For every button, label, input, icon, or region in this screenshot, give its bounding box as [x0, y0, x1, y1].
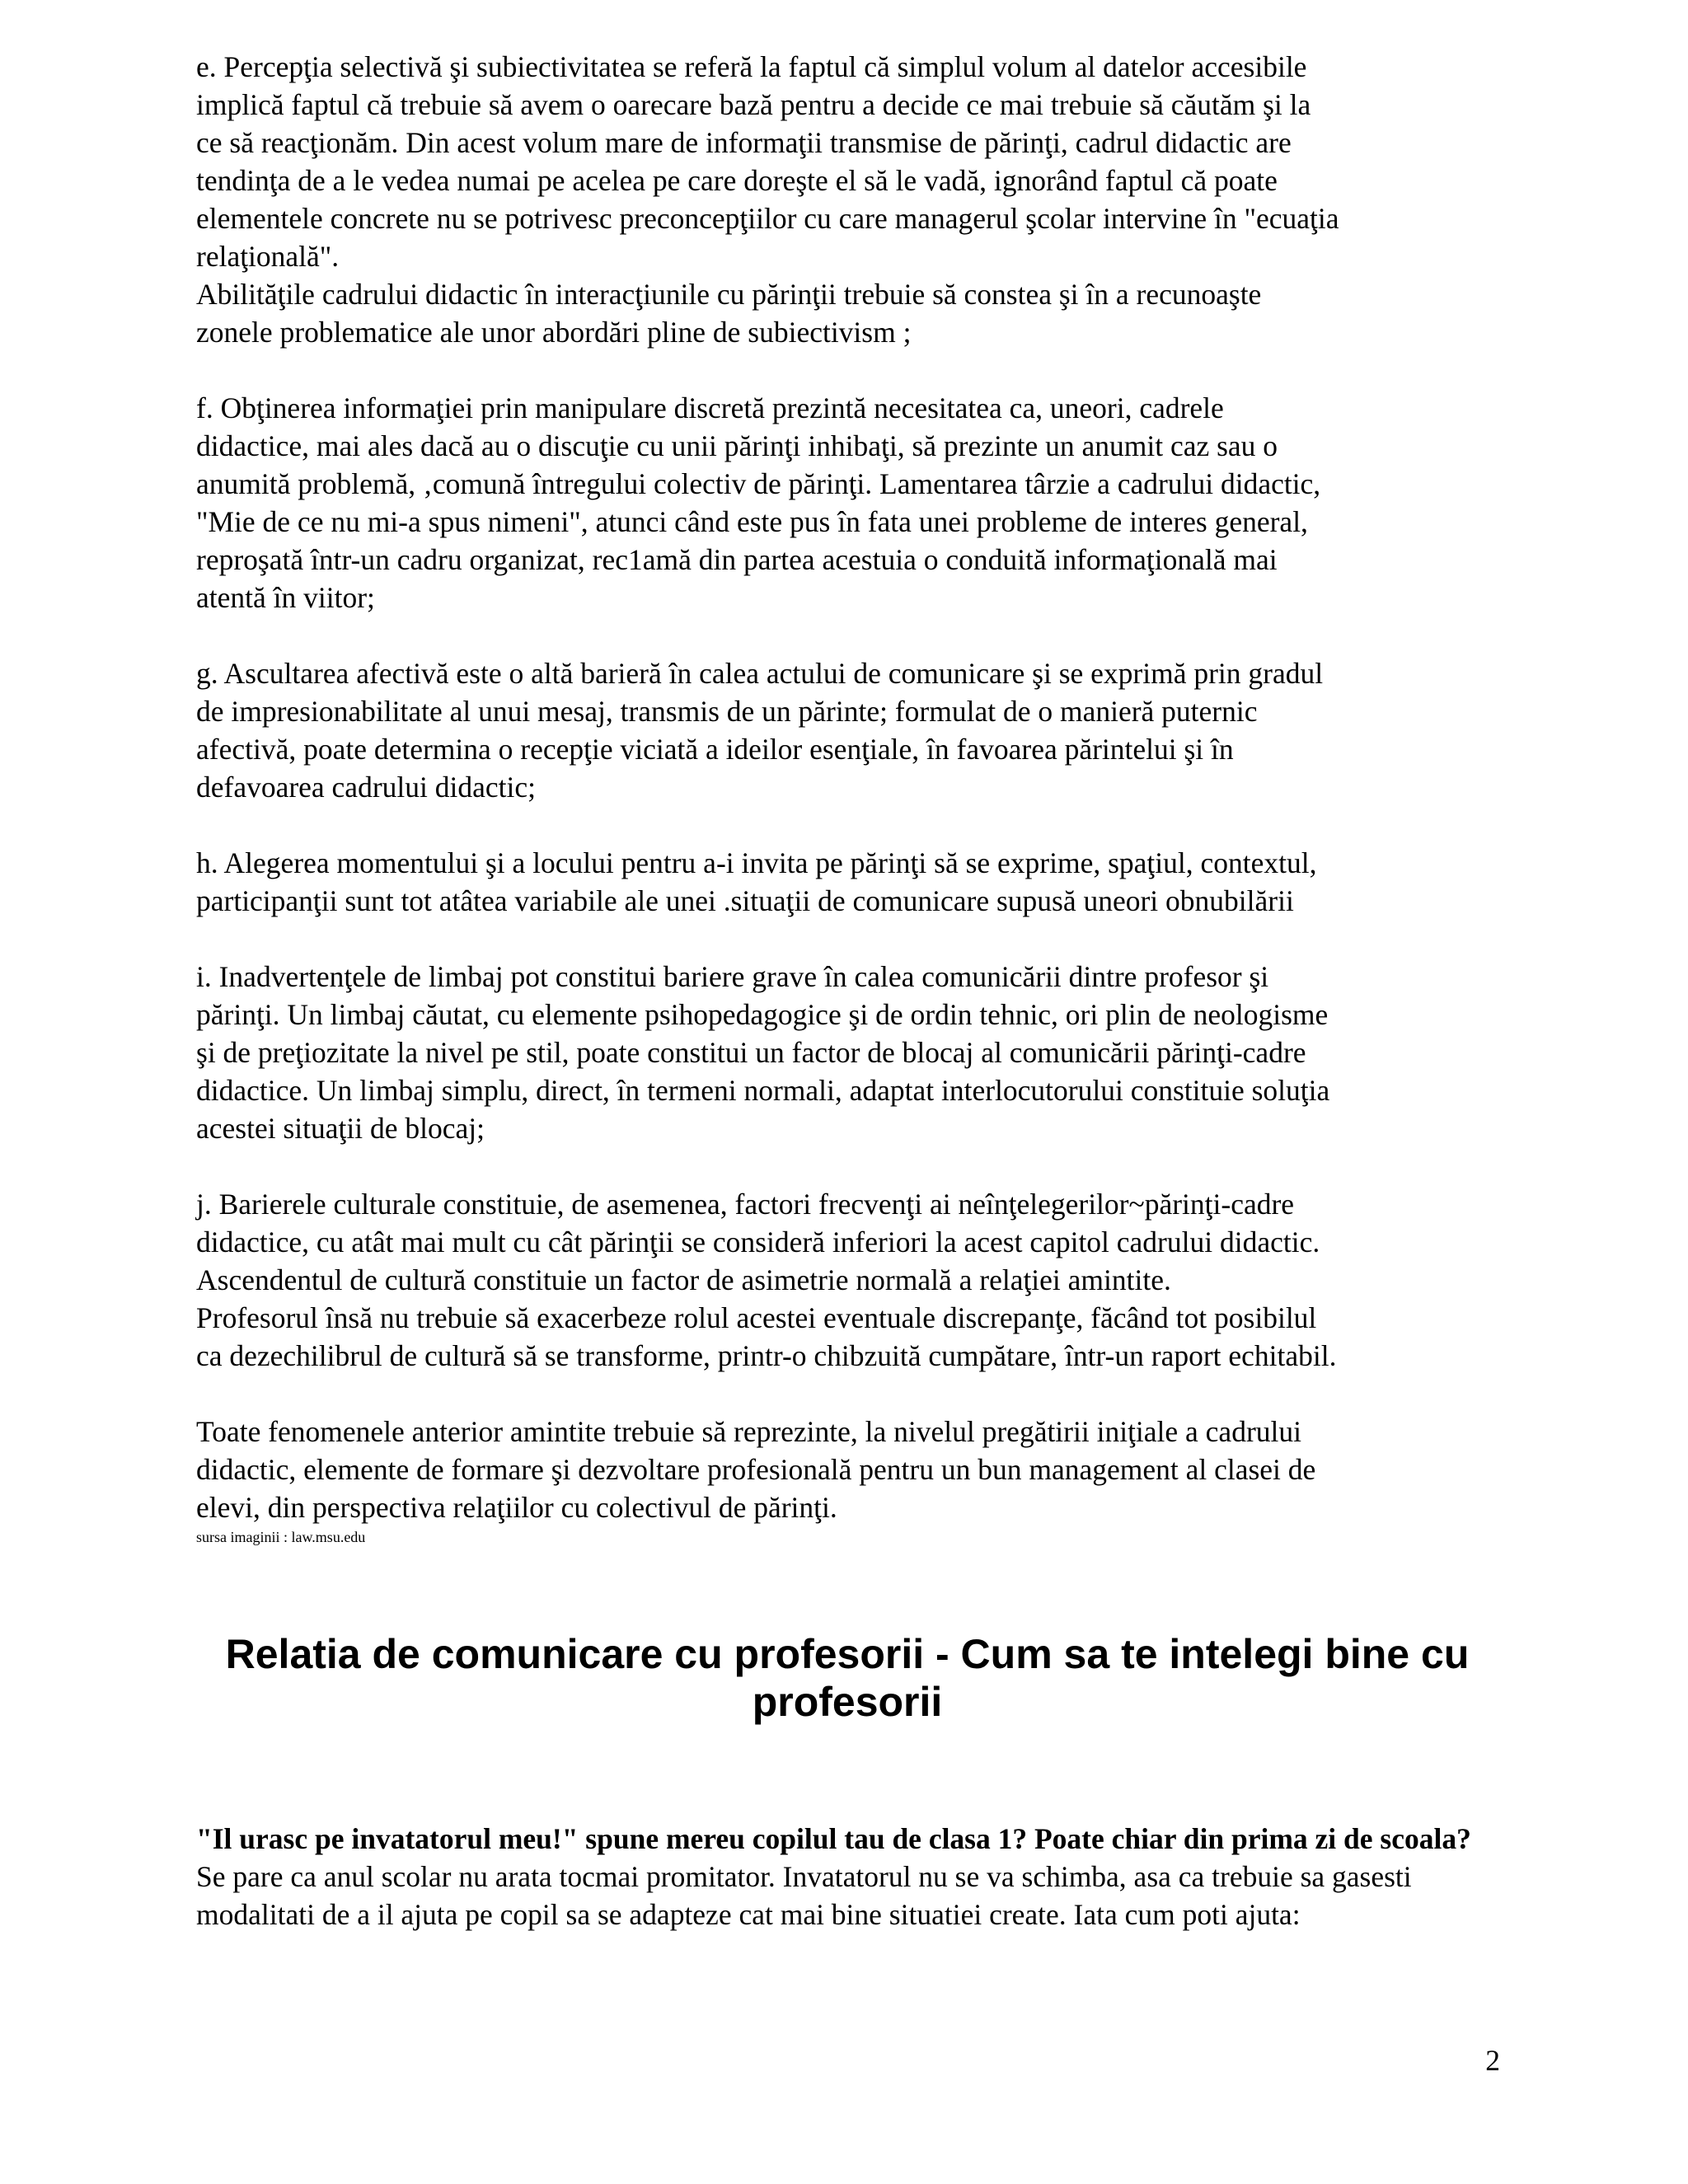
intro-paragraph — [196, 1820, 1498, 1933]
intro-bold-text: "Il urasc pe invatatorul meu!" spune mereu copilul tau de clasa 1? Poate chiar din prima zi de scoala? — [196, 1822, 1471, 1855]
paragraph-i: i. Inadvertenţele de limbaj pot constitui bariere grave în calea comunicării dintre profesor şi părinţi. Un limbaj căutat, cu elemente psihopedagogice şi de ordin tehnic, ori plin de neologisme şi de preţiozitate la nivel pe stil, poate constitui un factor de blocaj al comunicării părinţi-cadre didactice. Un limbaj simplu, direct, în termeni normali, adaptat interlocutorului constituie soluţia acestei situaţii de blocaj; — [196, 960, 1330, 1145]
section-title: Relatia de comunicare cu profesorii - Cum sa te intelegi bine cu profesorii — [225, 1631, 1470, 1725]
image-source-note: sursa imaginii : law.msu.edu — [196, 1529, 366, 1545]
intro-regular-text: Se pare ca anul scolar nu arata tocmai promitator. Invatatorul nu se va schimba, asa ca trebuie sa gasesti modalitati de a il ajuta pe copil sa se adapteze cat mai bine situatiei create. Iata cum poti ajuta: — [196, 1860, 1412, 1931]
paragraph-conclusion: Toate fenomenele anterior amintite trebuie să reprezinte, la nivelul pregătirii iniţiale a cadrului didactic, elemente de formare şi dezvoltare profesională pentru un bun management al clasei de elevi, din perspectiva relaţiilor cu colectivul de părinţi. — [196, 1415, 1316, 1524]
paragraph-e: e. Percepţia selectivă şi subiectivitatea se referă la faptul că simplul volum al datelor accesibile implică faptul că trebuie să avem o oarecare bază pentru a decide ce mai trebuie să căutăm şi la ce să reacţionăm. Din acest volum mare de informaţii transmise de părinţi, cadrul didactic are tendinţa de a le vedea numai pe acelea pe care doreşte el să le vadă, ignorând faptul că poate elementele concrete nu se potrivesc preconcepţiilor cu care managerul şcolar intervine în "ecuaţia relaţională". Abilităţile cadrului didactic în interacţiunile cu părinţii trebuie să constea şi în a recunoaşte zonele problematice ale unor abordări pline de subiectivism ; — [196, 50, 1339, 349]
page-number: 2 — [1485, 2044, 1500, 2077]
document-page — [196, 48, 1498, 1933]
paragraph-g: g. Ascultarea afectivă este o altă barieră în calea actului de comunicare şi se exprimă prin gradul de impresionabilitate al unui mesaj, transmis de un părinte; formulat de o manieră puternic afectivă, poate determina o recepţie viciată a ideilor esenţiale, în favoarea părintelui şi în defavoarea cadrului didactic; — [196, 657, 1324, 804]
paragraph-f: f. Obţinerea informaţiei prin manipulare discretă prezintă necesitatea ca, uneori, cadrele didactice, mai ales dacă au o discuţie cu unii părinţi inhibaţi, să prezinte un anumit caz sau o anumită problemă, ‚comună întregului colectiv de părinţi. Lamentarea târzie a cadrului didactic, "Mie de ce nu mi-a spus nimeni", atunci când este pus în fata unei probleme de interes general, reproşată într-un cadru organizat, rec1amă din partea acestuia o conduită informaţională mai atentă în viitor; — [196, 391, 1321, 614]
paragraph-j: j. Barierele culturale constituie, de asemenea, factori frecvenţi ai neînţelegerilor~părinţi-cadre didactice, cu atât mai mult cu cât părinţii se consideră inferiori la acest capitol cadrului didactic. Ascendentul de cultură constituie un factor de asimetrie normală a relaţiei amintite. Profesorul însă nu trebuie să exacerbeze rolul acestei eventuale discrepanţe, făcând tot posibilul ca dezechilibrul de cultură să se transforme, printr-o chibzuită cumpătare, într-un raport echitabil. — [196, 1188, 1337, 1372]
paragraph-h: h. Alegerea momentului şi a locului pentru a-i invita pe părinţi să se exprime, spaţiul, contextul, participanţii sunt tot atâtea variabile ale unei .situaţii de comunicare supusă uneori obnubilării — [196, 846, 1317, 917]
